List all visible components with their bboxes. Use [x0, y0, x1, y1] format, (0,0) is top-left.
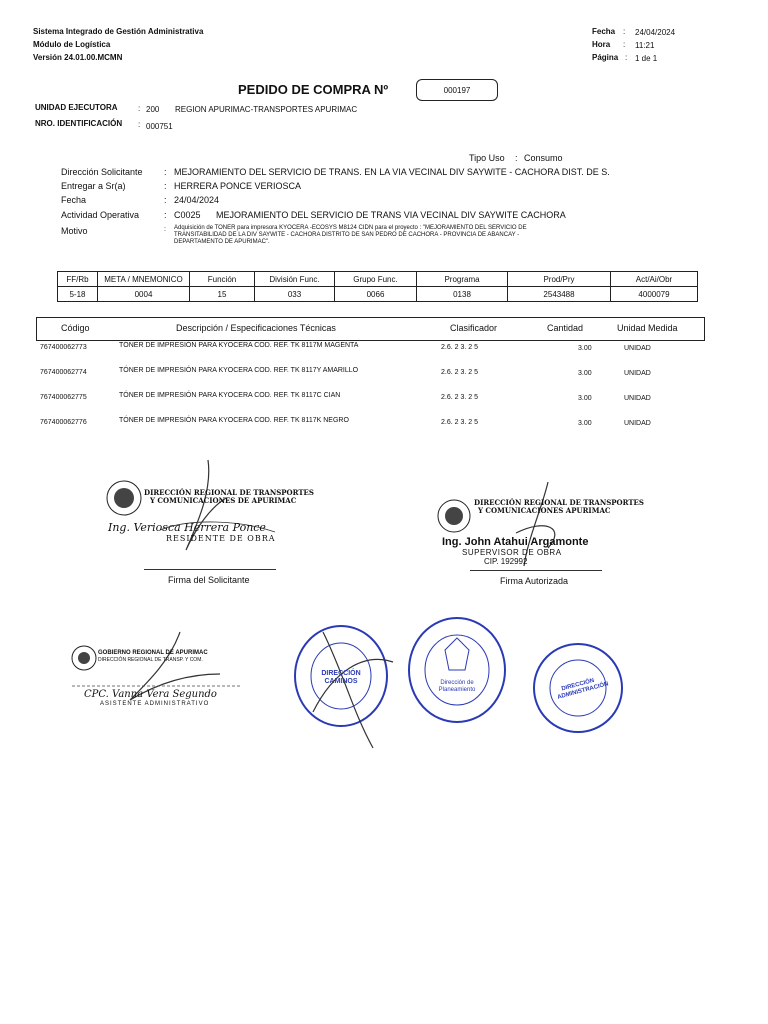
nro-identificacion-label: NRO. IDENTIFICACIÓN [35, 119, 123, 128]
stamp2-org-line1: DIRECCIÓN REGIONAL DE TRANSPORTES [474, 498, 644, 507]
col-descripcion: Descripción / Especificaciones Técnicas [176, 323, 336, 333]
budget-value-row [58, 287, 698, 302]
entregar-value: HERRERA PONCE VERIOSCA [174, 181, 302, 191]
hora-value: 11:21 [635, 41, 655, 50]
col-clasificador: Clasificador [450, 323, 498, 333]
pagina-label: Página [592, 53, 619, 62]
budget-value-cell: 2543488 [508, 287, 611, 302]
document-title: PEDIDO DE COMPRA Nº [238, 82, 389, 97]
table-row [0, 416, 768, 436]
budget-header-cell: Programa [417, 272, 508, 287]
stamp2-cip: CIP. 192992 [484, 557, 528, 566]
autorizada-stamp [436, 478, 644, 570]
system-name: Sistema Integrado de Gestión Administrativa [33, 27, 204, 36]
budget-value-cell: 5-18 [58, 287, 98, 302]
budget-header-cell: FF/Rb [58, 272, 98, 287]
budget-header-cell: Función [190, 272, 255, 287]
row-clasificador: 2.6. 2 3. 2 5 [441, 369, 478, 376]
row-descripcion: TÓNER DE IMPRESIÓN PARA KYOCERA COD. REF. TK 8117C CIAN [119, 392, 341, 399]
unidad-ejecutora-label: UNIDAD EJECUTORA [35, 103, 118, 112]
budget-value-cell: 15 [190, 287, 255, 302]
round-seal-icon [405, 610, 511, 730]
budget-value-cell: 0004 [98, 287, 190, 302]
stamp3-org-line1: GOBIERNO REGIONAL DE APURIMAC [98, 650, 208, 656]
unidad-ejecutora-code: 200 [146, 105, 160, 114]
stamp3-name: CPC. Vanna Vera Segundo [84, 689, 217, 700]
unidad-ejecutora-name: REGION APURIMAC-TRANSPORTES APURIMAC [175, 105, 358, 114]
nro-identificacion-value: 000751 [146, 122, 173, 131]
budget-header-cell: META / MNEMONICO [98, 272, 190, 287]
direccion-label: Dirección Solicitante [61, 167, 143, 177]
fecha-value: 24/04/2024 [635, 28, 676, 37]
autorizada-signature-line [470, 570, 602, 571]
seal-administracion [530, 640, 626, 736]
firma-autorizada-label: Firma Autorizada [500, 576, 569, 586]
stamp3-org-line2: DIRECCIÓN REGIONAL DE TRANSP. Y COM. [98, 657, 203, 663]
stamp1-org-line1: DIRECCIÓN REGIONAL DE TRANSPORTES [144, 488, 314, 497]
stamp2-org-line2: Y COMUNICACIONES APURIMAC [478, 506, 611, 515]
order-number-box [416, 79, 498, 101]
budget-header-cell: División Func. [255, 272, 335, 287]
row-descripcion: TÓNER DE IMPRESIÓN PARA KYOCERA COD. REF. TK 8117M MAGENTA [119, 342, 359, 349]
stamp1-role: RESIDENTE DE OBRA [166, 534, 276, 543]
actividad-label: Actividad Operativa [61, 210, 140, 220]
pagina-value: 1 de 1 [635, 54, 658, 63]
table-row [0, 366, 768, 386]
row-cantidad: 3.00 [578, 420, 592, 427]
asistente-stamp [70, 630, 270, 720]
module-name: Módulo de Logística [33, 40, 111, 49]
budget-value-cell: 4000079 [611, 287, 698, 302]
row-codigo: 767400062776 [40, 419, 87, 426]
stamp2-role: SUPERVISOR DE OBRA [462, 548, 562, 557]
solicitante-signature-line [144, 569, 276, 570]
row-codigo: 767400062775 [40, 394, 87, 401]
motivo-line-3: DEPARTAMENTO DE APURIMAC". [174, 239, 270, 245]
order-number: 000197 [443, 85, 471, 95]
row-cantidad: 3.00 [578, 370, 592, 377]
table-row [0, 341, 768, 361]
seal3-center: DIRECCIÓN ADMINISTRACIÓN [556, 677, 610, 701]
col-codigo: Código [61, 323, 90, 333]
row-clasificador: 2.6. 2 3. 2 5 [441, 344, 478, 351]
actividad-code: C0025 [174, 210, 201, 220]
entregar-label: Entregar a Sr(a) [61, 181, 126, 191]
row-codigo: 767400062773 [40, 344, 87, 351]
seal2-center: Dirección de Planeamiento [438, 680, 476, 693]
row-unidad: UNIDAD [624, 395, 651, 402]
fecha-detail-label: Fecha [61, 195, 87, 205]
row-unidad: UNIDAD [624, 420, 651, 427]
budget-header-cell: Act/Ai/Obr [611, 272, 698, 287]
col-unidad: Unidad Medida [617, 323, 678, 333]
row-clasificador: 2.6. 2 3. 2 5 [441, 394, 478, 401]
seal1-center: DIRECCIÓN CAMINOS [321, 670, 361, 685]
row-unidad: UNIDAD [624, 345, 651, 352]
fecha-detail-value: 24/04/2024 [174, 195, 220, 205]
row-cantidad: 3.00 [578, 345, 592, 352]
budget-header-cell: Grupo Func. [335, 272, 417, 287]
stamp1-org-line2: Y COMUNICACIONES DE APURIMAC [150, 496, 297, 505]
stamp1-name: Ing. Veriosca Herrera Ponce [108, 521, 266, 534]
tipo-uso-label: Tipo Uso [469, 153, 505, 163]
round-logo-icon [100, 458, 300, 568]
stamp3-role: ASISTENTE ADMINISTRATIVO [100, 701, 210, 707]
solicitante-stamp [100, 458, 314, 568]
tipo-uso-value: Consumo [524, 153, 563, 163]
table-row [0, 391, 768, 411]
budget-value-cell: 0066 [335, 287, 417, 302]
row-codigo: 767400062774 [40, 369, 87, 376]
motivo-line-2: TRANSITABILIDAD DE LA DIV SAYWITE - CACHORA DISTRITO DE SAN PEDRO DE CACHORA - PROVINCIA DE ABANCAY - [174, 232, 520, 238]
budget-value-cell: 033 [255, 287, 335, 302]
budget-header-cell: Prod/Pry [508, 272, 611, 287]
items-table-header [36, 317, 705, 341]
direccion-value: MEJORAMIENTO DEL SERVICIO DE TRANS. EN LA VIA VECINAL DIV SAYWITE - CACHORA DIST. DE S. [174, 167, 610, 177]
seal-caminos [293, 612, 395, 752]
actividad-value: MEJORAMIENTO DEL SERVICIO DE TRANS VIA VECINAL DIV SAYWITE CACHORA [216, 210, 566, 220]
motivo-label: Motivo [61, 226, 88, 236]
hora-label: Hora [592, 40, 611, 49]
col-cantidad: Cantidad [547, 323, 584, 333]
stamp2-name: Ing. John Atahui Argamonte [442, 536, 589, 548]
row-cantidad: 3.00 [578, 395, 592, 402]
seal-planeamiento [405, 610, 511, 730]
row-unidad: UNIDAD [624, 370, 651, 377]
budget-value-cell: 0138 [417, 287, 508, 302]
budget-header-row [58, 272, 698, 287]
budget-table [57, 271, 698, 302]
row-descripcion: TÓNER DE IMPRESIÓN PARA KYOCERA COD. REF. TK 8117Y AMARILLO [119, 367, 359, 374]
row-descripcion: TÓNER DE IMPRESIÓN PARA KYOCERA COD. REF. TK 8117K NEGRO [119, 417, 349, 424]
motivo-line-1: Adquisición de TONER para impresora KYOCERA -ECOSYS M8124 CIDN para el proyecto : "MEJORAMIENTO DEL SERVICIO DE [174, 225, 527, 231]
fecha-label: Fecha [592, 27, 616, 36]
row-clasificador: 2.6. 2 3. 2 5 [441, 419, 478, 426]
version-text: Versión 24.01.00.MCMN [33, 53, 123, 62]
firma-solicitante-label: Firma del Solicitante [168, 575, 250, 585]
